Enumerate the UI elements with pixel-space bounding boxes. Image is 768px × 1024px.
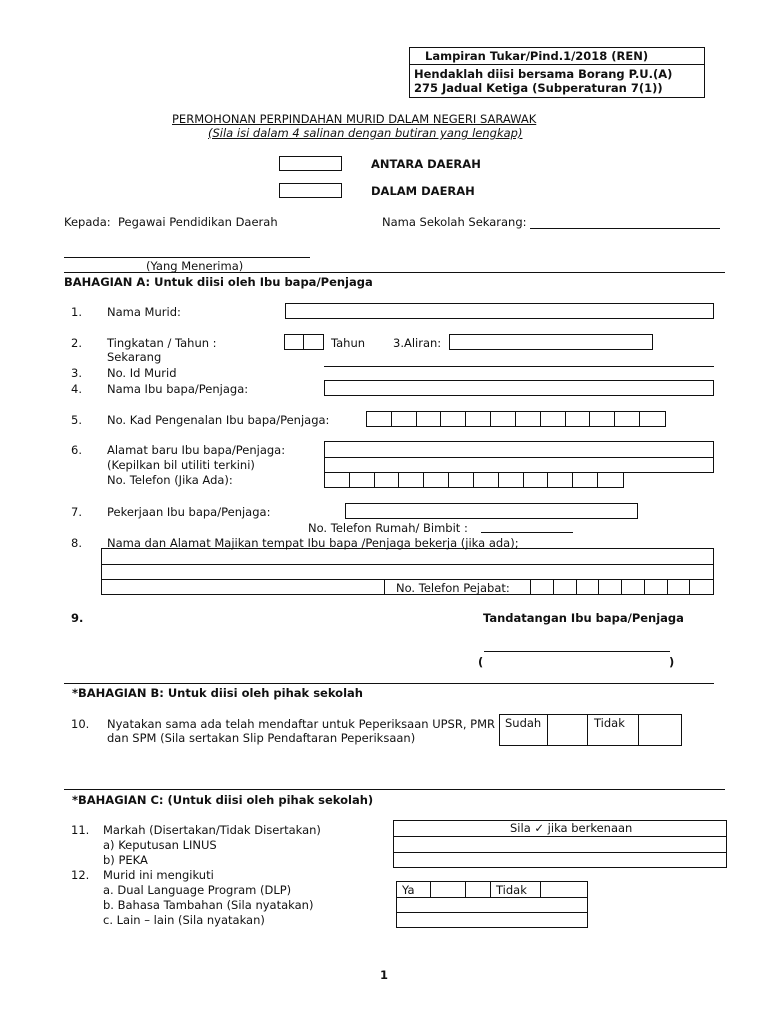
grade-label: Tingkatan / Tahun : <box>107 336 217 350</box>
phone-cells[interactable] <box>324 472 624 488</box>
new-address-label: Alamat baru Ibu bapa/Penjaga: <box>107 443 286 457</box>
stream-label: 3.Aliran: <box>393 336 442 350</box>
additional-language-label: b. Bahasa Tambahan (Sila nyatakan) <box>103 898 314 912</box>
guardian-signature-label: Tandatangan Ibu bapa/Penjaga <box>483 611 684 625</box>
to-value: Pegawai Pendidikan Daerah <box>118 215 278 229</box>
student-name-input[interactable] <box>285 303 714 319</box>
guardian-name-input[interactable] <box>324 380 714 396</box>
exam-registration-question-2: dan SPM (Sila sertakan Slip Pendaftaran Peperiksaan) <box>107 731 416 745</box>
office-phone-cells[interactable] <box>530 579 714 595</box>
item-number: 7. <box>71 505 82 519</box>
program-table[interactable] <box>396 881 588 928</box>
form-note-line1: Hendaklah diisi bersama Borang P.U.(A) <box>414 67 673 81</box>
occupation-label: Pekerjaan Ibu bapa/Penjaga: <box>107 505 271 519</box>
utility-bill-note: (Kepilkan bil utiliti terkini) <box>107 458 255 472</box>
home-phone-label: No. Telefon Rumah/ Bimbit : <box>308 521 468 535</box>
dlp-label: a. Dual Language Program (DLP) <box>103 883 292 897</box>
dlp-yes: Ya <box>402 883 415 897</box>
dlp-no: Tidak <box>496 883 527 897</box>
form-note-line2: 275 Jadual Ketiga (Subperaturan 7(1)) <box>414 81 663 95</box>
form-title: PERMOHONAN PERPINDAHAN MURID DALAM NEGERI SARAWAK <box>172 112 537 126</box>
receiver-line[interactable] <box>64 257 310 258</box>
guardian-ic-label: No. Kad Pengenalan Ibu bapa/Penjaga: <box>107 413 330 427</box>
dalam-daerah-checkbox[interactable] <box>279 183 342 198</box>
item-number: 1. <box>71 305 82 319</box>
marks-label: Markah (Disertakan/Tidak Disertakan) <box>103 823 321 837</box>
item-number: 12. <box>71 868 90 882</box>
section-b-heading: *BAHAGIAN B: Untuk diisi oleh pihak sekolah <box>72 686 363 700</box>
item-number: 6. <box>71 443 82 457</box>
others-label: c. Lain – lain (Sila nyatakan) <box>103 913 265 927</box>
year-label: Tahun <box>331 336 366 350</box>
item-number: 3. <box>71 366 82 380</box>
item-number: 4. <box>71 382 82 396</box>
item-number: 5. <box>71 413 82 427</box>
occupation-input[interactable] <box>345 503 638 519</box>
item-number: 11. <box>71 823 90 837</box>
linus-label: a) Keputusan LINUS <box>103 838 217 852</box>
to-label: Kepada: <box>64 215 111 229</box>
tick-header: Sila ✓ jika berkenaan <box>510 821 633 835</box>
dalam-daerah-label: DALAM DAERAH <box>371 184 475 198</box>
grade-cells[interactable] <box>284 334 324 350</box>
section-c-heading: *BAHAGIAN C: (Untuk diisi oleh pihak sekolah) <box>72 793 374 807</box>
item-number: 9. <box>71 611 84 625</box>
receiver-label: (Yang Menerima) <box>146 259 244 273</box>
antara-daerah-checkbox[interactable] <box>279 156 342 171</box>
exam-registration-question: Nyatakan sama ada telah mendaftar untuk Peperiksaan UPSR, PMR <box>107 717 496 731</box>
signature-line[interactable] <box>484 651 670 652</box>
name-paren-close: ) <box>669 655 675 669</box>
form-subtitle: (Sila isi dalam 4 salinan dengan butiran yang lengkap) <box>208 126 523 140</box>
item-number: 2. <box>71 336 82 350</box>
name-paren-open: ( <box>478 655 484 669</box>
section-a-heading: BAHAGIAN A: Untuk diisi oleh Ibu bapa/Penjaga <box>64 275 373 289</box>
grade-label-current: Sekarang <box>107 350 162 364</box>
student-name-label: Nama Murid: <box>107 305 181 319</box>
guardian-ic-cells[interactable] <box>366 411 666 427</box>
antara-daerah-label: ANTARA DAERAH <box>371 157 481 171</box>
office-phone-label: No. Telefon Pejabat: <box>396 581 510 595</box>
stream-input[interactable] <box>449 334 653 350</box>
item-number: 8. <box>71 536 82 550</box>
phone-label: No. Telefon (Jika Ada): <box>107 473 233 487</box>
peka-label: b) PEKA <box>103 853 148 867</box>
current-school-label: Nama Sekolah Sekarang: <box>382 215 527 229</box>
not-registered-option: Tidak <box>594 716 625 730</box>
employer-label: Nama dan Alamat Majikan tempat Ibu bapa /Penjaga bekerja (jika ada); <box>107 536 519 550</box>
page-number: 1 <box>380 968 389 982</box>
student-id-field[interactable] <box>324 366 714 367</box>
follows-label: Murid ini mengikuti <box>103 868 214 882</box>
form-reference: Lampiran Tukar/Pind.1/2018 (REN) <box>425 49 649 63</box>
student-id-label: No. Id Murid <box>107 366 177 380</box>
registered-option: Sudah <box>505 716 542 730</box>
guardian-name-label: Nama Ibu bapa/Penjaga: <box>107 382 249 396</box>
item-number: 10. <box>71 717 90 731</box>
home-phone-field[interactable] <box>481 532 573 533</box>
current-school-field[interactable] <box>530 228 720 229</box>
